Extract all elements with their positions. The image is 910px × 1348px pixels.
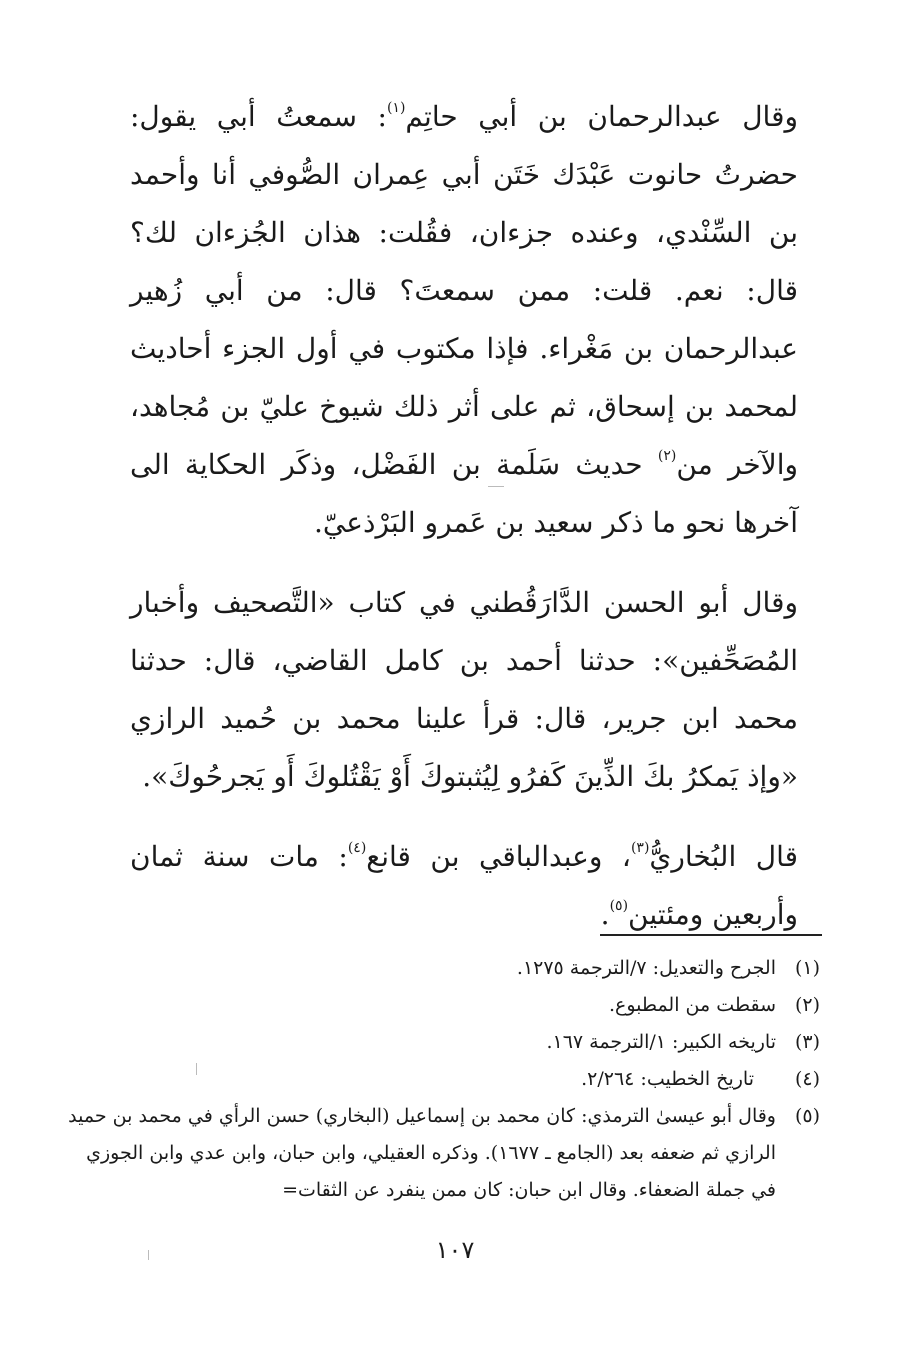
footnote-number: (٢) [794, 994, 820, 1016]
footnotes [60, 950, 820, 1209]
paragraph-1-part-c: حديث سَلَمة بن الفَضْل، وذكَر الحكاية الى آخرها نحو ما ذكر سعيد بن عَمرو البَرْذعيّ. [130, 448, 798, 539]
paragraph-1-part-b: : سمعتُ أبي يقول: حضرتُ حانوت عَبْدَك خَتَن أبي عِمران الصُّوفي أنا وأحمد بن السِّنْدي، وعنده جزءان، فقُلت: هذان الجُزءان لك؟ قال: نعم. قلت: ممن سمعتَ؟ قال: من أبي زُهير عبدالرحمان بن مَغْراء. فإذا مكتوب في أول الجزء أحاديث لمحمد بن إسحاق، ثم على أثر ذلك شيوخ عليّ بن مُجاهد، والآخر من [130, 100, 798, 481]
footnote-number: (٣) [794, 1031, 820, 1053]
main-text [130, 88, 842, 944]
footnote-text: سقطت من المطبوع. [608, 994, 776, 1016]
footnote-text: تاريخ الخطيب: ٢/٢٦٤. [581, 1068, 754, 1090]
page-number: ١٠٧ [435, 1236, 475, 1264]
scan-speck [148, 1250, 149, 1260]
footnote-4 [60, 1061, 820, 1098]
footnote-number: (١) [794, 957, 820, 979]
paragraph-3-part-d: . [600, 898, 610, 931]
footnote-separator [600, 934, 822, 936]
footnote-text: الجرح والتعديل: ٧/الترجمة ١٢٧٥. [516, 957, 776, 979]
footnote-marker-4: (٤) [347, 840, 367, 856]
footnote-marker-2: (٢) [657, 448, 677, 464]
paragraph-3-part-b: ، وعبدالباقي بن قانع [366, 840, 631, 873]
paragraph-3-part-c: : مات سنة ثمان وأربعين ومئتين [130, 840, 798, 931]
paragraph-1 [130, 88, 842, 552]
footnote-number: (٥) [794, 1105, 820, 1127]
paragraph-1-part-a: وقال عبدالرحمان بن أبي حاتِم [405, 100, 798, 133]
footnote-1 [60, 950, 820, 987]
scan-speck [196, 1063, 197, 1075]
footnote-marker-3: (٣) [630, 840, 650, 856]
footnote-2 [60, 987, 820, 1024]
paragraph-2: وقال أبو الحسن الدَّارَقُطني في كتاب «التَّصحيف وأخبار المُصَحِّفين»: حدثنا أحمد بن كامل القاضي، قال: حدثنا محمد ابن جرير، قال: قرأ علينا محمد بن حُميد الرازي «وإذ يَمكرُ بكَ الذِّينَ كَفرُو لِيُثبتوكَ أَوْ يَقْتُلوكَ أَو يَجرحُوكَ». [130, 586, 798, 793]
footnote-number: (٤) [794, 1068, 820, 1090]
footnote-text: تاريخه الكبير: ١/الترجمة ١٦٧. [546, 1031, 776, 1053]
paragraph-3 [130, 828, 842, 944]
paragraph-3-part-a: قال البُخاريُّ [649, 840, 798, 873]
footnote-marker-5: (٥) [609, 898, 629, 914]
footnote-3 [60, 1024, 820, 1061]
scan-speck [488, 486, 504, 487]
footnote-text: وقال أبو عيسىٰ الترمذي: كان محمد بن إسماعيل (البخاري) حسن الرأي في محمد بن حميد الرازي ثم ضعفه بعد (الجامع ـ ١٦٧٧). وذكره العقيلي، وابن حبان، وابن عدي وابن الجوزي في جملة الضعفاء. وقال ابن حبان: كان ممن ينفرد عن الثقات= [68, 1105, 776, 1201]
footnote-marker-1: (١) [386, 100, 406, 116]
footnote-5 [60, 1098, 820, 1209]
